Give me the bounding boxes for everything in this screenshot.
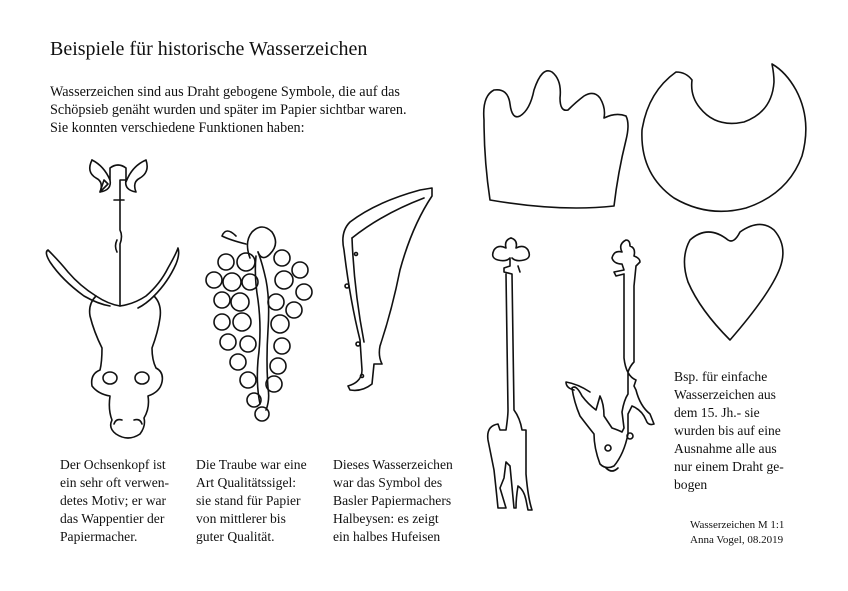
- page-title: Beispiele für historische Wasserzeichen: [50, 38, 368, 60]
- caption-line: wurden bis auf eine: [674, 423, 781, 438]
- caption-line: Bsp. für einfache: [674, 369, 768, 384]
- trident-staff-watermark: [488, 238, 532, 510]
- caption-line: Basler Papiermachers: [333, 493, 452, 508]
- crown-watermark: [484, 71, 628, 208]
- caption-line: Papiermacher.: [60, 529, 138, 544]
- scale-note: Wasserzeichen M 1:1: [690, 519, 785, 531]
- caption-line: nur einem Draht ge-: [674, 459, 784, 474]
- caption-line: sie stand für Papier: [196, 493, 301, 508]
- caption-line: dem 15. Jh.- sie: [674, 405, 760, 420]
- caption-line: ein halbes Hufeisen: [333, 529, 441, 544]
- grape-watermark: [206, 227, 312, 421]
- caption-line: detes Motiv; er war: [60, 493, 167, 508]
- intro-line: Wasserzeichen sind aus Draht gebogene Symbole, die auf das: [50, 84, 400, 100]
- caption-line: von mittlerer bis: [196, 511, 286, 526]
- caption-line: Dieses Wasserzeichen: [333, 457, 453, 472]
- caption-line: Ausnahme alle aus: [674, 441, 777, 456]
- caption-grape: [196, 456, 312, 546]
- antler-head-staff-watermark: [566, 240, 654, 471]
- intro-line: Schöpsieb genäht wurden und später im Papier sichtbar waren.: [50, 102, 407, 118]
- credit: [690, 518, 784, 548]
- author-date: Anna Vogel, 08.2019: [690, 534, 784, 546]
- caption-line: war das Symbol des: [333, 475, 443, 490]
- caption-line: Art Qualitätssigel:: [196, 475, 297, 490]
- caption-line: guter Qualität.: [196, 529, 275, 544]
- caption-line: Wasserzeichen aus: [674, 387, 776, 402]
- caption-line: Die Traube war eine: [196, 457, 307, 472]
- ox-head-watermark: [46, 160, 178, 438]
- caption-line: Halbeysen: es zeigt: [333, 511, 439, 526]
- caption-line: Der Ochsenkopf ist: [60, 457, 166, 472]
- caption-line: ein sehr oft verwen-: [60, 475, 170, 490]
- half-horseshoe-watermark: [343, 188, 432, 390]
- intro-line: Sie konnten verschiedene Funktionen haben:: [50, 120, 305, 136]
- crescent-watermark: [642, 64, 806, 211]
- caption-horseshoe: [333, 456, 459, 546]
- caption-simple-watermarks: [674, 368, 798, 494]
- caption-line: das Wappentier der: [60, 511, 165, 526]
- heart-watermark: [684, 224, 782, 340]
- caption-line: bogen: [674, 477, 708, 492]
- caption-ox-head: [60, 456, 178, 546]
